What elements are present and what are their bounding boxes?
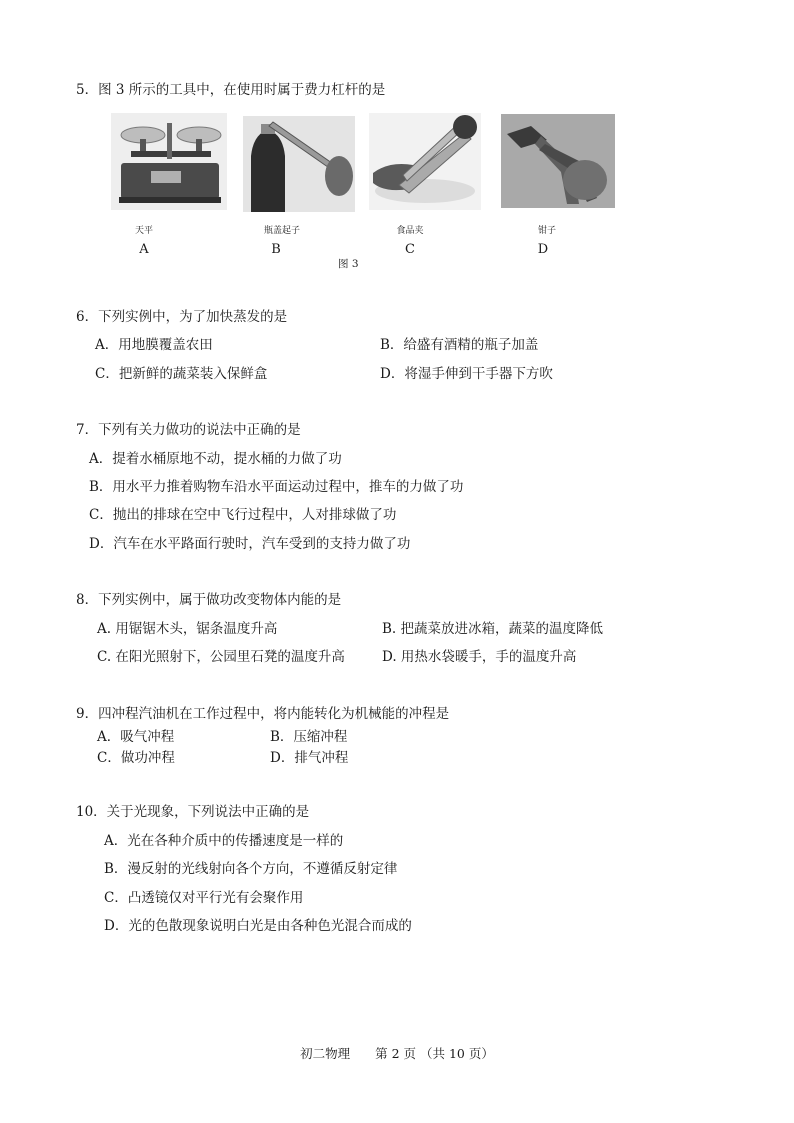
question-10-option-c: C．凸透镜仅对平行光有会聚作用 bbox=[104, 890, 304, 906]
question-7-option-b: B．用水平力推着购物车沿水平面运动过程中，推车的力做了功 bbox=[89, 479, 464, 495]
figure-item-label-c: 食品夹 bbox=[396, 226, 424, 236]
question-9-option-a: A．吸气冲程 bbox=[97, 729, 175, 745]
food-tongs-photo bbox=[369, 113, 481, 210]
figure-item-letter-c: C bbox=[405, 242, 415, 257]
question-8-option-a: A. 用锯锯木头，锯条温度升高 bbox=[97, 621, 278, 637]
figure-item-letter-d: D bbox=[537, 242, 549, 257]
page-footer: 初二物理 第 2 页 （共 10 页） bbox=[300, 1046, 494, 1061]
question-10-option-a: A．光在各种介质中的传播速度是一样的 bbox=[104, 833, 344, 849]
question-9-stem: 9．四冲程汽油机在工作过程中，将内能转化为机械能的冲程是 bbox=[76, 706, 450, 722]
question-8-option-c: C. 在阳光照射下，公园里石凳的温度升高 bbox=[97, 649, 345, 665]
figure-caption: 图 3 bbox=[338, 258, 359, 270]
question-7-stem: 7．下列有关力做功的说法中正确的是 bbox=[76, 422, 301, 438]
figure-item-label-b: 瓶盖起子 bbox=[263, 226, 300, 236]
question-6-option-d: D．将湿手伸到干手器下方吹 bbox=[380, 366, 553, 382]
question-9-option-d: D．排气冲程 bbox=[270, 750, 349, 766]
question-6-option-c: C．把新鲜的蔬菜装入保鲜盒 bbox=[95, 366, 268, 382]
question-10-option-d: D．光的色散现象说明白光是由各种色光混合而成的 bbox=[104, 918, 412, 934]
bottle-opener-photo bbox=[243, 116, 355, 212]
question-6-option-b: B．给盛有酒精的瓶子加盖 bbox=[380, 337, 539, 353]
question-5-stem: 5．图 3 所示的工具中，在使用时属于费力杠杆的是 bbox=[76, 82, 386, 98]
question-7-option-d: D．汽车在水平路面行驶时，汽车受到的支持力做了功 bbox=[89, 536, 411, 552]
question-6-stem: 6．下列实例中，为了加快蒸发的是 bbox=[76, 309, 288, 325]
figure-item-label-a: 天平 bbox=[134, 226, 153, 236]
question-9-option-c: C．做功冲程 bbox=[97, 750, 175, 766]
pliers-photo bbox=[501, 114, 615, 208]
figure-item-letter-b: B bbox=[271, 242, 281, 257]
question-10-stem: 10．关于光现象，下列说法中正确的是 bbox=[76, 804, 310, 820]
question-8-option-d: D. 用热水袋暖手，手的温度升高 bbox=[382, 649, 577, 665]
question-8-stem: 8．下列实例中，属于做功改变物体内能的是 bbox=[76, 592, 342, 608]
question-9-option-b: B．压缩冲程 bbox=[270, 729, 348, 745]
question-6-option-a: A．用地膜覆盖农田 bbox=[95, 337, 213, 353]
question-7-option-a: A．提着水桶原地不动，提水桶的力做了功 bbox=[89, 451, 342, 467]
figure-item-label-d: 钳子 bbox=[537, 226, 556, 236]
question-8-option-b: B. 把蔬菜放进冰箱，蔬菜的温度降低 bbox=[382, 621, 604, 637]
figure-item-letter-a: A bbox=[139, 242, 149, 257]
question-7-option-c: C．抛出的排球在空中飞行过程中，人对排球做了功 bbox=[89, 507, 397, 523]
balance-scale-photo bbox=[111, 113, 227, 210]
question-10-option-b: B．漫反射的光线射向各个方向，不遵循反射定律 bbox=[104, 861, 398, 877]
